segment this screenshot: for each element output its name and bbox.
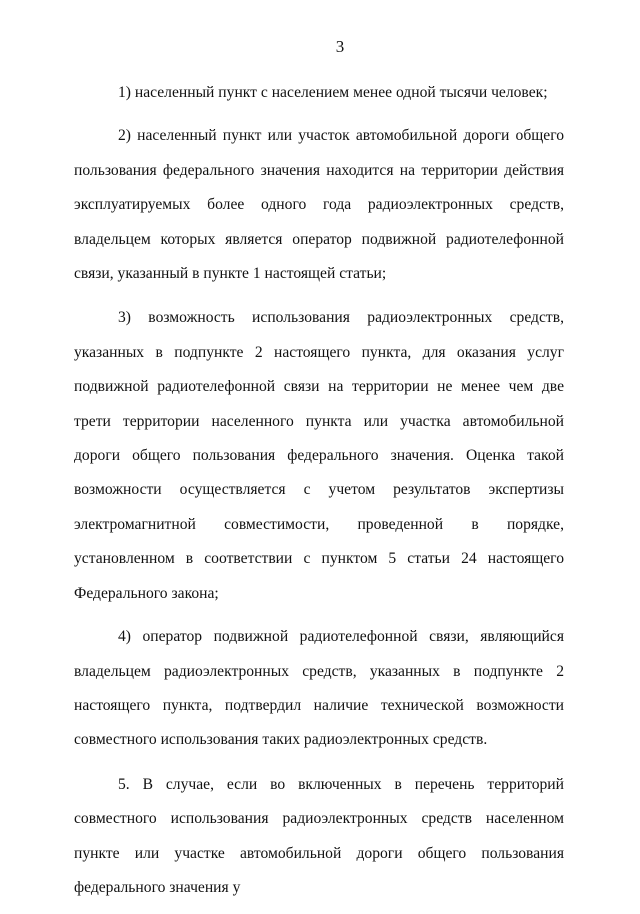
paragraph-section-5: 5. В случае, если во включенных в перечень территорий совместного использования радиоэлектронных средств населенном пункте или участке автомобильной дороги общего пользования федерального значения у (74, 775, 564, 896)
paragraph-item-1: 1) населенный пункт с населением менее одной тысячи человек; (118, 84, 548, 101)
paragraph-item-3: 3) возможность использования радиоэлектронных средств, указанных в подпункте 2 настоящего пункта, для оказания услуг подвижной радиотелефонной связи на территории не менее чем две трети территории населенного пункта или участка автомобильной дороги общего пользования федерального значения. Оценка такой возможности осуществляется с учетом результатов экспертизы электромагнитной совместимости, проведенной в порядке, установленном в соответствии с пунктом 5 статьи 24 настоящего Федерального закона; (74, 309, 564, 602)
document-body (74, 76, 564, 914)
paragraph-item-2: 2) населенный пункт или участок автомобильной дороги общего пользования федерального значения находится на территории действия эксплуатируемых более одного года радиоэлектронных средств, владельцем которых является оператор подвижной радиотелефонной связи, указанный в пункте 1 настоящей статьи; (74, 127, 564, 283)
paragraph-item-4: 4) оператор подвижной радиотелефонной связи, являющийся владельцем радиоэлектронных средств, указанных в подпункте 2 настоящего пункта, подтвердил наличие технической возможности совместного использования таких радиоэлектронных средств. (74, 628, 564, 749)
page-number: 3 (335, 37, 345, 56)
